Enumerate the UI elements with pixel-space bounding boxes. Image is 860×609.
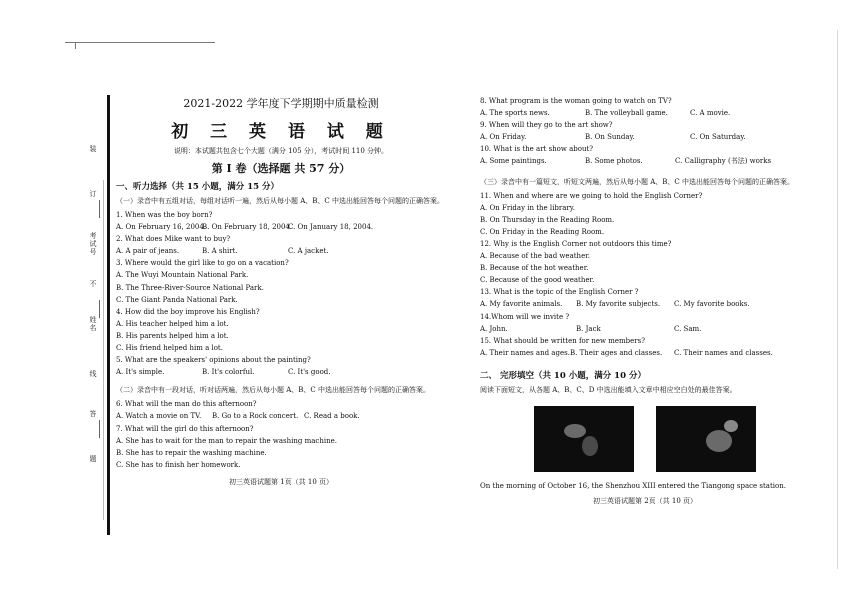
option-c: C. Sam.: [674, 324, 702, 333]
option-a: A. She has to wait for the man to repair the washing machine.: [116, 436, 337, 445]
answer-options: [116, 410, 446, 422]
option-b: B. Go to a Rock concert.: [212, 412, 299, 421]
answer-options: [116, 245, 446, 257]
option-b: B. Because of the hot weather.: [480, 264, 589, 273]
option-b: B. It's colorful.: [202, 368, 255, 377]
section-instruction: 阅读下面短文，从各题 A、B、C、D 中选出能填入文章中相应空白处的最佳答案。: [480, 385, 737, 394]
binding-char: 订: [89, 190, 97, 198]
option-b: B. His parents helped him a lot.: [116, 331, 229, 340]
page-footer: 初三英语试题第 2页（共 10 页）: [592, 496, 698, 505]
photo-launch-right: [656, 406, 756, 472]
option-a: A. On Friday in the library.: [480, 203, 575, 212]
question-text: 8. What program is the woman going to watch on TV?: [480, 97, 672, 105]
option-c: C. On Friday in the Reading Room.: [480, 227, 605, 236]
option-c: C. On Saturday.: [690, 133, 746, 142]
option-c: C. A jacket.: [288, 247, 329, 256]
question-text: 12. Why is the English Corner not outdoors this time?: [480, 239, 672, 248]
question-text: 3. Where would the girl like to go on a vacation?: [116, 259, 289, 268]
exam-note: 说明：本试题共包含七个大题（满分 105 分），考试时间 110 分钟。: [173, 147, 389, 155]
option-a: A. His teacher helped him a lot.: [116, 319, 229, 328]
answer-options: [480, 347, 810, 359]
photo-highlight: [564, 424, 586, 438]
question-text: 15. What should be written for new members?: [480, 336, 645, 345]
option-c: C. A movie.: [690, 109, 731, 118]
question-text: 14.Whom will we invite ?: [480, 312, 570, 321]
answer-options: [116, 366, 446, 378]
option-a: A. Watch a movie on TV.: [116, 412, 202, 421]
section-heading-cloze: 二、 完形填空（共 10 小题，满分 10 分）: [480, 370, 646, 381]
binding-dash: [99, 200, 100, 218]
option-a: A. The sports news.: [480, 109, 550, 118]
binding-dash: [99, 300, 100, 318]
photo-highlight: [582, 436, 598, 456]
left-page: [116, 95, 446, 487]
scan-edge-line: [837, 30, 838, 569]
exam-subject: 初 三 英 语 试 题: [171, 122, 391, 142]
part-instruction: （一）录音中有五组对话，每组对话听一遍，然后从每小题 A、B、C 中选出能回答每个问题的正确答案。: [116, 197, 445, 205]
question-text: 1. When was the boy born?: [116, 211, 213, 219]
option-a: A. On February 16, 2004.: [116, 223, 207, 232]
option-c: C. On January 18, 2004.: [288, 223, 374, 232]
option-c: C. His friend helped him a lot.: [116, 344, 223, 353]
question-text: 10. What is the art show about?: [480, 145, 594, 154]
option-b: B. Their ages and classes.: [570, 348, 663, 357]
option-b: B. She has to repair the washing machine.: [116, 448, 267, 457]
binding-dotted-line: [103, 180, 104, 520]
binding-char: 线: [89, 370, 97, 378]
question-text: 13. What is the topic of the English Corner ?: [480, 288, 639, 297]
binding-char: 不: [89, 280, 97, 288]
part-instruction: （二）录音中有一段对话，听对话两遍，然后从每小题 A、B、C 中选出能回答每个问题的正确答案。: [116, 386, 431, 395]
photo-highlight: [724, 420, 738, 432]
binding-char: 答: [89, 410, 97, 418]
photo-launch-left: [534, 406, 634, 472]
binding-field-name: 姓名: [89, 316, 97, 332]
answer-options: [116, 221, 446, 233]
option-c: C. My favorite books.: [674, 300, 750, 309]
binding-dash: [99, 420, 100, 438]
option-c: C. Calligraphy (书法) works: [675, 157, 772, 166]
question-text: 5. What are the speakers' opinions about the painting?: [116, 356, 311, 365]
binding-char: 装: [89, 145, 97, 153]
answer-options: [480, 107, 810, 119]
option-b: B. On February 18, 2004.: [202, 223, 293, 232]
option-a: A. Their names and ages.: [480, 348, 570, 357]
option-a: A. A pair of jeans.: [116, 247, 180, 256]
question-text: 9. When will they go to the art show?: [480, 121, 613, 130]
option-c: C. It's good.: [288, 368, 331, 377]
binding-char: 题: [89, 455, 97, 463]
exam-title: 2021-2022 学年度下学期期中质量检测: [183, 97, 379, 110]
answer-options: [480, 131, 810, 143]
option-c: C. Because of the good weather.: [480, 276, 595, 285]
option-b: B. The volleyball game.: [585, 109, 668, 118]
option-a: A. Because of the bad weather.: [480, 252, 591, 261]
question-text: 7. What will the girl do this afternoon?: [116, 424, 254, 433]
option-b: B. On Thursday in the Reading Room.: [480, 215, 615, 224]
option-b: B. Some photos.: [585, 157, 643, 166]
section-heading-listening: 一、听力选择（共 15 小题，满分 15 分）: [116, 182, 279, 192]
part-instruction: （三）录音中有一篇短文，听短文两遍，然后从每小题 A、B、C 中选出能回答每个问题的正确答案。: [480, 177, 795, 186]
option-a: A. John.: [480, 324, 508, 333]
option-c: C. Read a book.: [304, 412, 360, 421]
answer-options: [480, 155, 810, 167]
option-c: C. She has to finish her homework.: [116, 460, 241, 469]
option-b: B. My favorite subjects.: [576, 300, 661, 309]
option-a: A. On Friday.: [480, 133, 527, 142]
photo-highlight: [706, 430, 732, 452]
binding-line: [107, 95, 110, 535]
binding-field-exam-number: 考试号: [89, 232, 97, 256]
passage-text: On the morning of October 16, the Shenzhou XIII entered the Tiangong space station.: [480, 481, 786, 490]
question-text: 2. What does Mike want to buy?: [116, 235, 231, 244]
answer-options: [480, 298, 810, 310]
option-a: A. My favorite animals.: [480, 300, 563, 309]
page-footer: 初三英语试题第 1页（共 10 页）: [228, 477, 334, 486]
passage-photos: [480, 406, 810, 472]
answer-options: [480, 323, 810, 335]
option-a: A. The Wuyi Mountain National Park.: [116, 271, 249, 280]
top-corner-mark: [65, 42, 215, 43]
option-c: C. The Giant Panda National Park.: [116, 295, 238, 304]
right-page: [480, 95, 810, 506]
option-a: A. Some paintings.: [480, 157, 547, 166]
option-a: A. It's simple.: [116, 368, 165, 377]
volume-heading: 第 I 卷（选择题 共 57 分）: [211, 162, 351, 175]
option-b: B. The Three-River-Source National Park.: [116, 283, 264, 292]
option-b: B. Jack: [576, 324, 601, 333]
question-text: 6. What will the man do this afternoon?: [116, 400, 257, 409]
option-b: B. On Sunday.: [585, 133, 635, 142]
question-text: 4. How did the boy improve his English?: [116, 307, 260, 316]
option-c: C. Their names and classes.: [674, 348, 773, 357]
question-text: 11. When and where are we going to hold the English Corner?: [480, 191, 703, 200]
option-b: B. A shirt.: [202, 247, 238, 256]
